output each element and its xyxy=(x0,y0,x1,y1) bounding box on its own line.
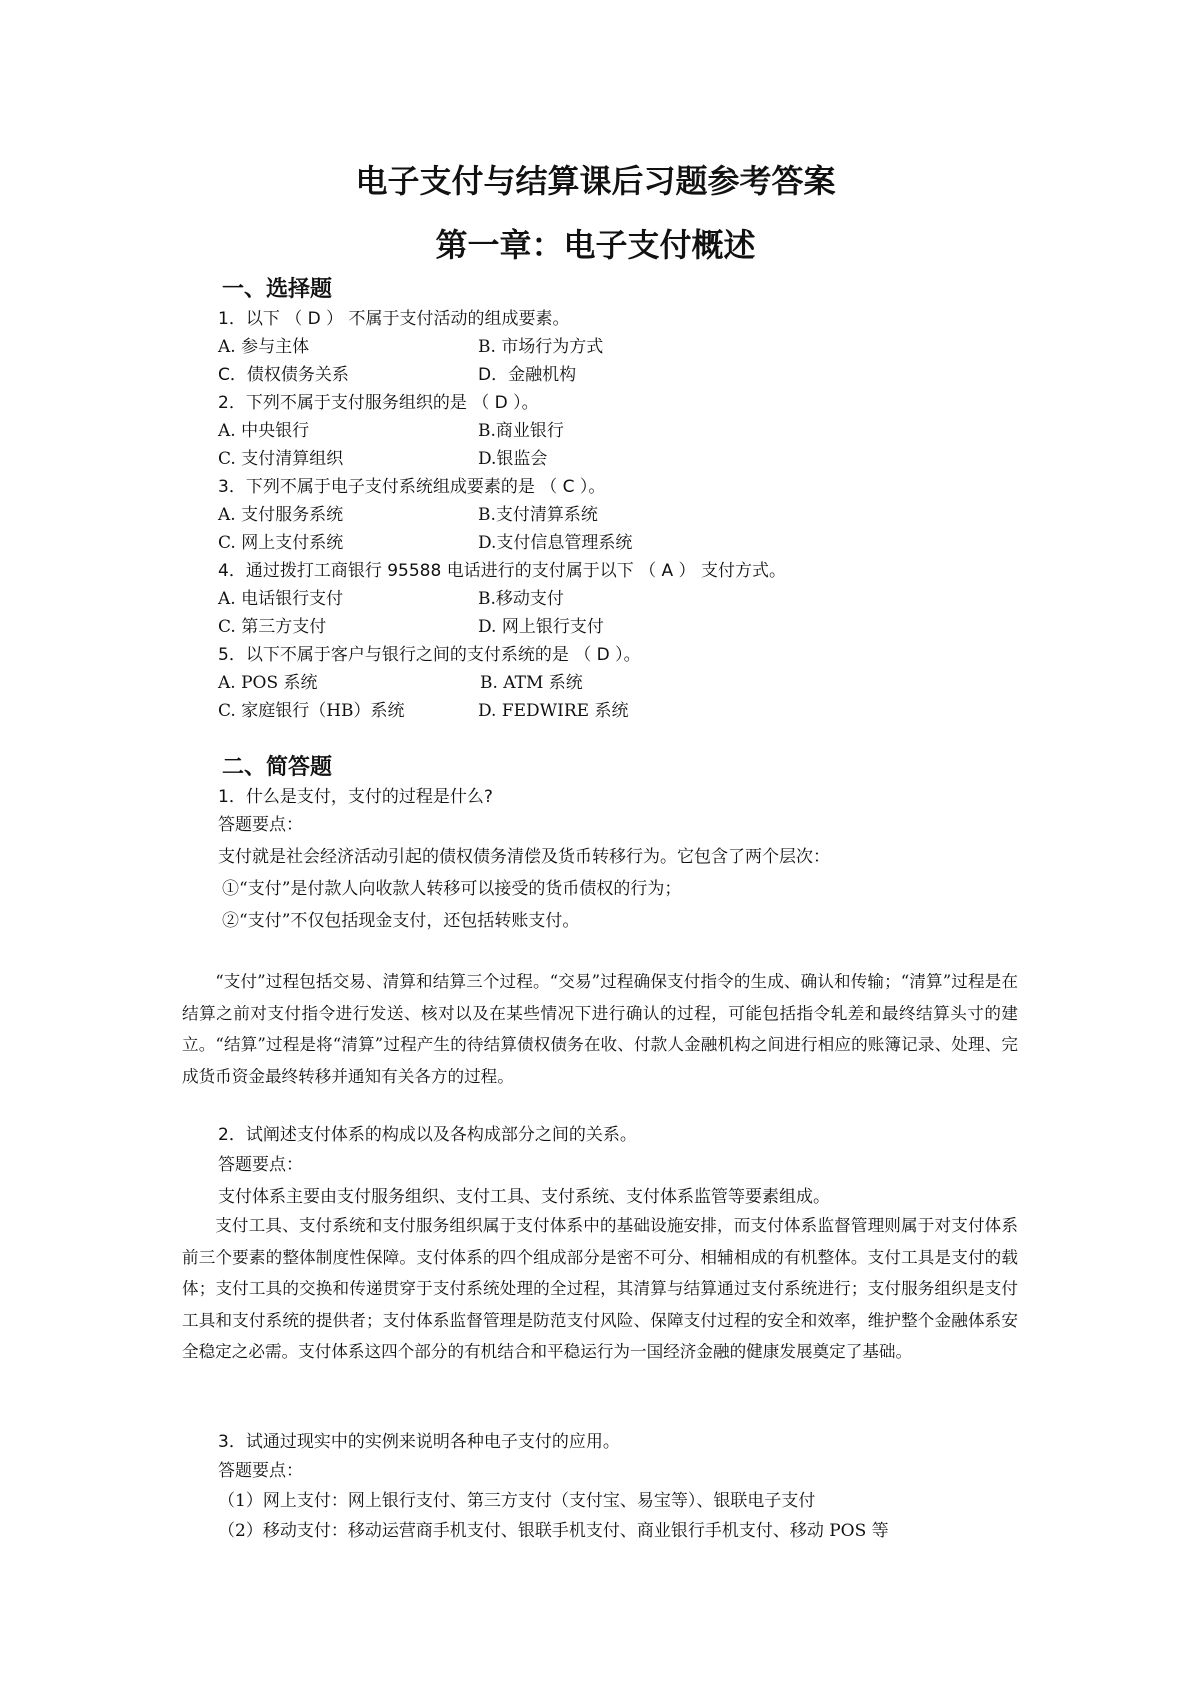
option-4b: B.移动支付 xyxy=(478,589,564,609)
question-1: 1．以下 （ D ） 不属于支付活动的组成要素。 xyxy=(218,309,570,329)
document-title: 电子支付与结算课后习题参考答案 xyxy=(355,162,836,200)
answer-2-paragraph: 支付工具、支付系统和支付服务组织属于支付体系中的基础设施安排，而支付体系监督管理则属于对支付体系前三个要素的整体制度性保障。支付体系的四个组成部分是密不可分、相辅相成的有机整体。支付工具是支付的载体；支付工具的交换和传递贯穿于支付系统处理的全过程，其清算与结算通过支付系统进行；支付服务组织是支付工具和支付系统的提供者；支付体系监督管理是防范支付风险、保障支付过程的安全和效率，维护整个金融体系安全稳定之必需。支付体系这四个部分的有机结合和平稳运行为一国经济金融的健康发展奠定了基础。 xyxy=(182,1216,1018,1361)
option-4c: C. 第三方支付 xyxy=(218,617,327,637)
option-4a: A. 电话银行支付 xyxy=(218,589,344,609)
answer-3-item2: （2）移动支付：移动运营商手机支付、银联手机支付、商业银行手机支付、移动 POS 等 xyxy=(218,1521,889,1541)
question-3: 3．下列不属于电子支付系统组成要素的是 （ C ）。 xyxy=(218,477,606,497)
option-3b: B.支付清算系统 xyxy=(478,505,598,525)
answer-1-line1: 支付就是社会经济活动引起的债权债务清偿及货币转移行为。它包含了两个层次： xyxy=(218,847,830,867)
sa-question-3: 3．试通过现实中的实例来说明各种电子支付的应用。 xyxy=(218,1432,620,1452)
option-4d: D. 网上银行支付 xyxy=(478,617,604,637)
option-1d: D．金融机构 xyxy=(478,365,577,385)
option-3d: D.支付信息管理系统 xyxy=(478,533,633,553)
option-1a: A. 参与主体 xyxy=(218,337,310,357)
option-3a: A. 支付服务系统 xyxy=(218,505,344,525)
option-5b: B. ATM 系统 xyxy=(480,673,583,693)
chapter-title: 第一章：电子支付概述 xyxy=(435,226,756,264)
sa-question-2: 2．试阐述支付体系的构成以及各构成部分之间的关系。 xyxy=(218,1125,637,1145)
option-1c: C．债权债务关系 xyxy=(218,365,349,385)
section-heading-choice: 一、选择题 xyxy=(222,277,333,302)
answer-label-1: 答题要点： xyxy=(218,815,303,835)
section-heading-short-answer: 二、简答题 xyxy=(222,755,333,780)
option-3c: C. 网上支付系统 xyxy=(218,533,344,553)
question-4: 4．通过拨打工商银行 95588 电话进行的支付属于以下 （ A ） 支付方式。 xyxy=(218,561,786,581)
question-5: 5．以下不属于客户与银行之间的支付系统的是 （ D ）。 xyxy=(218,645,641,665)
sa-question-1: 1．什么是支付，支付的过程是什么? xyxy=(218,787,493,807)
option-2d: D.银监会 xyxy=(478,449,548,469)
option-2b: B.商业银行 xyxy=(478,421,564,441)
answer-1-paragraph: “支付”过程包括交易、清算和结算三个过程。“交易”过程确保支付指令的生成、确认和传输；“清算”过程是在结算之前对支付指令进行发送、核对以及在某些情况下进行确认的过程，可能包括指令轧差和最终结算头寸的建立。“结算”过程是将“清算”过程产生的待结算债权债务在收、付款人金融机构之间进行相应的账簿记录、处理、完成货币资金最终转移并通知有关各方的过程。 xyxy=(182,972,1018,1086)
question-2: 2．下列不属于支付服务组织的是 （ D ）。 xyxy=(218,393,539,413)
answer-1-point1: ①“支付”是付款人向收款人转移可以接受的货币债权的行为； xyxy=(222,879,682,899)
option-2a: A. 中央银行 xyxy=(218,421,310,441)
option-1b: B. 市场行为方式 xyxy=(478,337,604,357)
answer-3-item1: （1）网上支付：网上银行支付、第三方支付（支付宝、易宝等）、银联电子支付 xyxy=(218,1491,816,1511)
option-5d: D. FEDWIRE 系统 xyxy=(478,701,629,721)
option-5a: A. POS 系统 xyxy=(218,673,318,693)
answer-label-3: 答题要点： xyxy=(218,1461,303,1481)
option-5c: C. 家庭银行（HB）系统 xyxy=(218,701,405,721)
option-2c: C. 支付清算组织 xyxy=(218,449,344,469)
answer-1-point2: ②“支付”不仅包括现金支付，还包括转账支付。 xyxy=(222,911,580,931)
answer-2-line1: 支付体系主要由支付服务组织、支付工具、支付系统、支付体系监管等要素组成。 xyxy=(218,1187,830,1207)
answer-label-2: 答题要点： xyxy=(218,1155,303,1175)
